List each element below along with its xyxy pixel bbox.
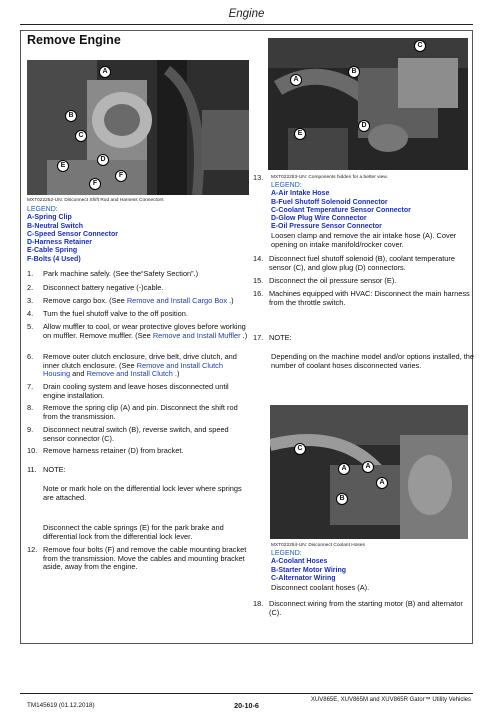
photo2-legend bbox=[271, 182, 411, 232]
step13-text: Loosen clamp and remove the air intake hose (A). Cover opening on intake manifold/rocker cover. bbox=[271, 231, 457, 249]
header-rule bbox=[20, 24, 473, 25]
note-11: Note or mark hole on the differential lock lever where springs are attached. bbox=[43, 484, 242, 502]
photo2-caption: MXT022253-UN: Components hidden for a better view. bbox=[271, 175, 388, 180]
callout-a: A bbox=[376, 477, 388, 489]
callout-c: C bbox=[75, 130, 87, 142]
photo1-caption: MXT022252-UN: Disconnect Shift Rod and Harness Connectors bbox=[27, 198, 164, 203]
footer-model: XUV865E, XUV865M and XUV865R Gator™ Utility Vehicles bbox=[310, 697, 471, 703]
legend-item: F-Bolts (4 Used) bbox=[27, 255, 81, 263]
legend-item: B-Fuel Shutoff Solenoid Connector bbox=[271, 198, 388, 206]
photo1-legend bbox=[27, 206, 118, 264]
legend-item: C-Coolant Temperature Sensor Connector bbox=[271, 206, 411, 214]
step13-num: 13. bbox=[253, 173, 264, 182]
callout-e: E bbox=[294, 128, 306, 140]
legend-item: C-Speed Sensor Connector bbox=[27, 230, 119, 238]
legend-item: A-Air Intake Hose bbox=[271, 190, 330, 198]
callout-a: A bbox=[362, 461, 374, 473]
legend-item: D-Glow Plug Wire Connector bbox=[271, 215, 367, 223]
photo-intake bbox=[268, 38, 468, 170]
photo-coolant-hoses bbox=[270, 405, 468, 539]
callout-a: A bbox=[338, 463, 350, 475]
link-cargo-box[interactable]: Remove and Install Cargo Box bbox=[126, 296, 228, 305]
note-17: Depending on the machine model and/or options installed, the number of coolant hoses disconnected varies. bbox=[271, 352, 474, 370]
callout-a: A bbox=[99, 66, 111, 78]
section-title: Remove Engine bbox=[27, 33, 121, 47]
footer-doc-id: TM145619 (01.12.2018) bbox=[27, 702, 95, 709]
footer-rule bbox=[20, 693, 473, 694]
callout-b: B bbox=[336, 493, 348, 505]
legend-item: E-Oil Pressure Sensor Connector bbox=[271, 223, 382, 231]
callout-c: C bbox=[414, 40, 426, 52]
legend-heading: LEGEND: bbox=[27, 206, 58, 213]
callout-f: F bbox=[89, 178, 101, 190]
photo3-after: Disconnect coolant hoses (A). bbox=[271, 583, 370, 592]
photo3-legend bbox=[271, 550, 346, 583]
legend-item: A-Spring Clip bbox=[27, 214, 72, 222]
callout-b: B bbox=[65, 110, 77, 122]
legend-item: B-Starter Motor Wiring bbox=[271, 566, 346, 574]
callout-e: E bbox=[57, 160, 69, 172]
legend-heading: LEGEND: bbox=[271, 550, 302, 557]
legend-item: E-Cable Spring bbox=[27, 247, 78, 255]
callout-f: F bbox=[115, 170, 127, 182]
photo3-caption: MXT022254-UN: Disconnect Coolant Hoses bbox=[271, 543, 365, 548]
callout-d: D bbox=[97, 154, 109, 166]
para-11: Disconnect the cable springs (E) for the park brake and differential lock from the differential lock lever. bbox=[43, 523, 224, 541]
callout-c: C bbox=[294, 443, 306, 455]
photo-shift-rod bbox=[27, 60, 249, 195]
legend-item: B-Neutral Switch bbox=[27, 222, 84, 230]
legend-item: D-Harness Retainer bbox=[27, 239, 92, 247]
legend-heading: LEGEND: bbox=[271, 182, 302, 189]
link-muffler[interactable]: Remove and Install Muffler bbox=[152, 330, 241, 340]
callout-a: A bbox=[290, 74, 302, 86]
link-clutch-housing[interactable]: Remove and Install Clutch Housing bbox=[43, 360, 223, 379]
header-title: Engine bbox=[228, 8, 265, 20]
legend-item: A-Coolant Hoses bbox=[271, 558, 328, 566]
link-clutch[interactable]: Remove and Install Clutch bbox=[86, 369, 173, 379]
callout-b: B bbox=[348, 66, 360, 78]
legend-item: C-Alternator Wiring bbox=[271, 574, 336, 582]
footer-page-number: 20-10-6 bbox=[234, 701, 259, 710]
callout-d: D bbox=[358, 120, 370, 132]
